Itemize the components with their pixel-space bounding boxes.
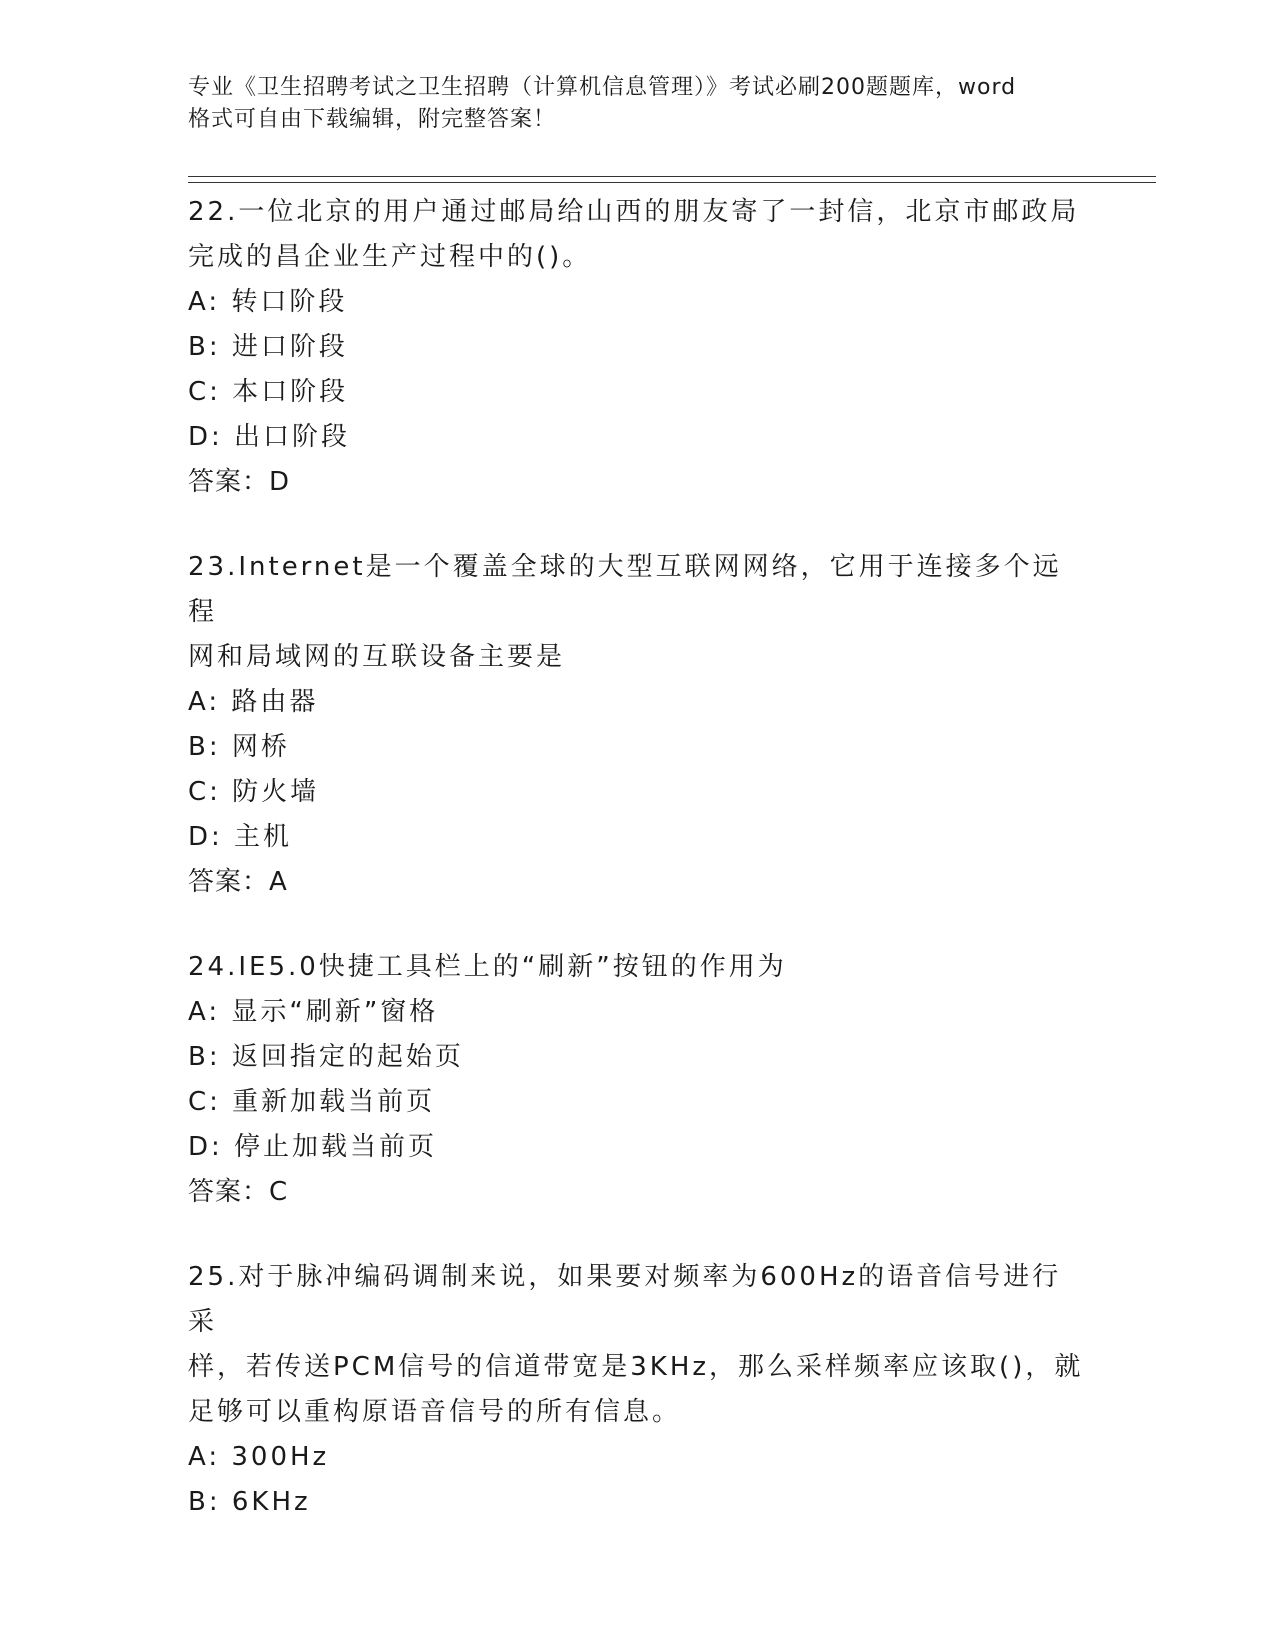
option-d: D: 停止加载当前页: [188, 1132, 438, 1162]
option-a: A: 路由器: [188, 687, 319, 717]
option-c: C: 本口阶段: [188, 377, 349, 407]
option-d: D: 主机: [188, 822, 293, 852]
question-stem: 足够可以重构原语音信号的所有信息。: [188, 1397, 682, 1427]
question-stem: 22.一位北京的用户通过邮局给山西的朋友寄了一封信，北京市邮政局: [188, 197, 1080, 227]
header-divider-top: [188, 176, 1156, 177]
option-b: B: 6KHz: [188, 1487, 311, 1517]
question-stem: 完成的昌企业生产过程中的()。: [188, 242, 592, 272]
option-a: A: 300Hz: [188, 1442, 330, 1472]
option-b: B: 网桥: [188, 732, 290, 762]
answer: 答案：A: [188, 867, 288, 897]
question-stem: 23.Internet是一个覆盖全球的大型互联网网络，它用于连接多个远程: [188, 552, 1062, 627]
option-b: B: 进口阶段: [188, 332, 348, 362]
answer: 答案：D: [188, 467, 291, 497]
header-divider-bottom: [188, 182, 1156, 183]
document-header: [188, 72, 1088, 136]
header-line-1: 专业《卫生招聘考试之卫生招聘（计算机信息管理）》考试必刷200题题库，word: [188, 75, 1017, 100]
question-stem: 样，若传送PCM信号的信道带宽是3KHz，那么采样频率应该取()，就: [188, 1352, 1084, 1382]
question-24: [188, 945, 1088, 1215]
question-22: [188, 190, 1088, 505]
question-stem: 网和局域网的互联设备主要是: [188, 642, 566, 672]
option-c: C: 防火墙: [188, 777, 320, 807]
option-d: D: 出口阶段: [188, 422, 351, 452]
option-a: A: 转口阶段: [188, 287, 348, 317]
option-b: B: 返回指定的起始页: [188, 1042, 464, 1072]
answer: 答案：C: [188, 1177, 289, 1207]
question-list: [188, 190, 1088, 1565]
option-a: A: 显示“刷新”窗格: [188, 997, 439, 1027]
question-25: [188, 1255, 1088, 1525]
question-stem: 25.对于脉冲编码调制来说，如果要对频率为600Hz的语音信号进行采: [188, 1262, 1062, 1337]
option-c: C: 重新加载当前页: [188, 1087, 436, 1117]
question-stem: 24.IE5.0快捷工具栏上的“刷新”按钮的作用为: [188, 952, 787, 982]
question-23: [188, 545, 1088, 905]
header-line-2: 格式可自由下载编辑，附完整答案！: [188, 107, 557, 132]
